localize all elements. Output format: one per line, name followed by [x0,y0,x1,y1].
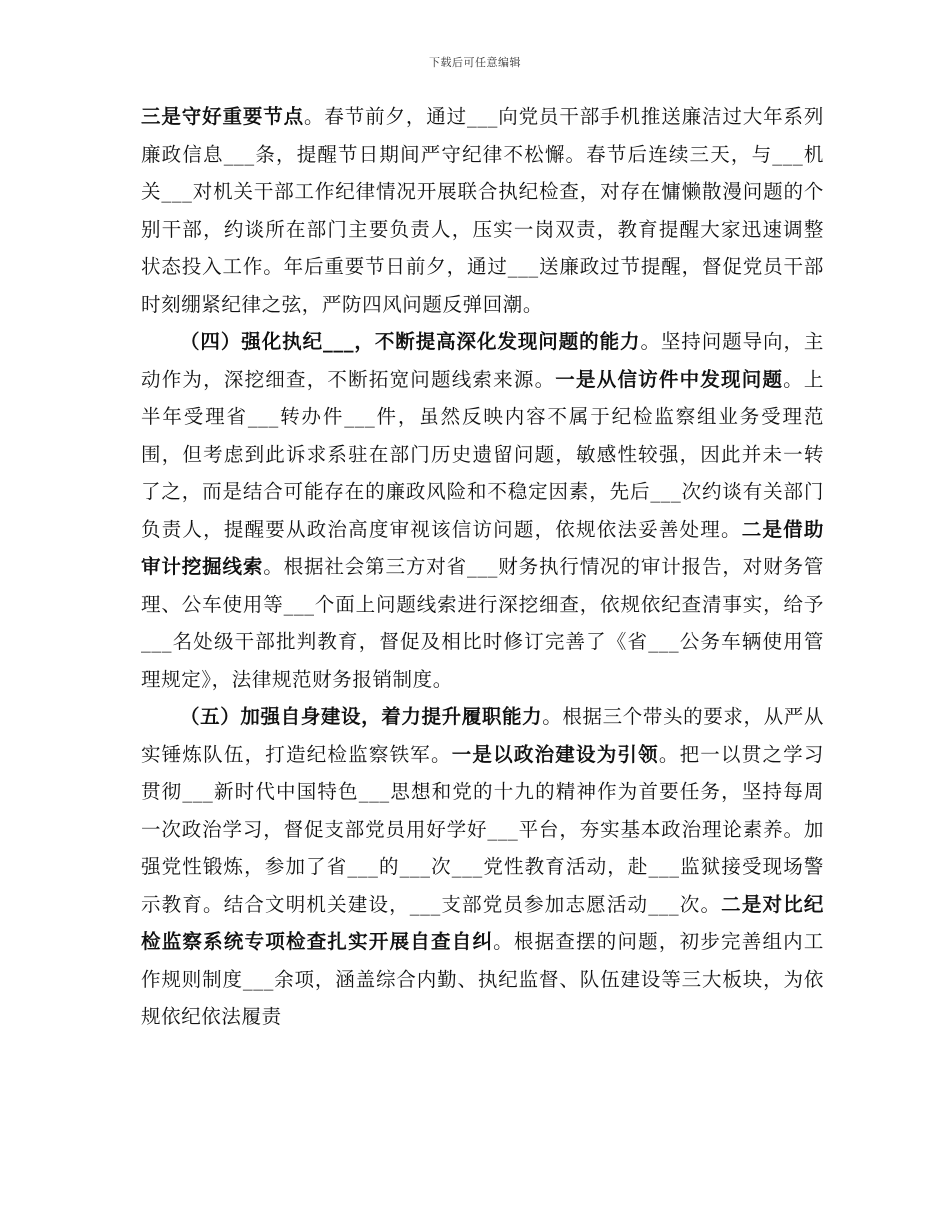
page-header: 下载后可任意编辑 [429,56,521,69]
text-segment: 。上半年受理省___转办件___件，虽然反映内容不属于纪检监察组业务受理范围，但考虑到此诉求系驻在部门历史遗留问题，敏感性较强，因此并未一转了之，而是结合可能存在的廉政风险和不稳定因素，先后___次约谈有关部门负责人，提醒要从政治高度审视该信访问题，依规依法妥善处理。 [141,367,824,541]
bold-text-segment: 一是以政治建设为引领 [451,742,659,766]
bold-text-segment: （五）加强自身建设，着力提升履职能力 [180,705,543,728]
bold-text-segment: 一是从信访件中发现问题 [555,367,784,391]
bold-text-segment: 三是守好重要节点 [141,105,304,128]
paragraph-2 [141,323,824,698]
text-segment: 。根据查摆的问题，初步完善组内工作规则制度___余项，涵盖综合内勤、执纪监督、队伍建设等三大板块，为依规依纪依法履责 [141,930,825,1028]
bold-text-segment: （四）强化执纪___，不断提高深化发现问题的能力 [180,330,641,353]
text-segment: 。春节前夕，通过___向党员干部手机推送廉洁过大年系列廉政信息___条，提醒节日期间严守纪律不松懈。春节后连续三天，与___机关___对机关干部工作纪律情况开展联合执纪检查，对存在慵懒散漫问题的个别干部，约谈所在部门主要负责人，压实一岗双责，教育提醒大家迅速调整状态投入工作。年后重要节日前夕，通过___送廉政过节提醒，督促党员干部时刻绷紧纪律之弦，严防四风问题反弹回潮。 [141,105,824,316]
text-segment: 。根据三个带头的要求，从严从实锤炼队伍，打造纪检监察铁军。 [141,705,824,766]
document-body [141,98,824,1036]
text-segment: 。把一以贯之学习贯彻___新时代中国特色___思想和党的十九的精神作为首要任务，坚持每周一次政治学习，督促支部党员用好学好___平台，夯实基本政治理论素养。加强党性锻炼，参加了省___的___次___党性教育活动，赴___监狱接受现场警示教育。结合文明机关建设，___支部党员参加志愿活动___次。 [141,742,824,916]
text-segment: 。根据社会第三方对省___财务执行情况的审计报告，对财务管理、公车使用等___个面上问题线索进行深挖细查，依规依纪查清事实，给予___名处级干部批判教育，督促及相比时修订完善了《省___公务车辆使用管理规定》，法律规范财务报销制度。 [141,555,824,691]
bold-text-segment: 二是借助审计挖掘线索 [141,517,824,578]
paragraph-3 [141,698,824,1036]
bold-text-segment: 二是对比纪检监察系统专项检查扎实开展自查自纠 [141,892,824,953]
paragraph-1 [141,98,824,323]
text-segment: 。坚持问题导向，主动作为，深挖细查，不断拓宽问题线索来源。 [141,330,824,391]
